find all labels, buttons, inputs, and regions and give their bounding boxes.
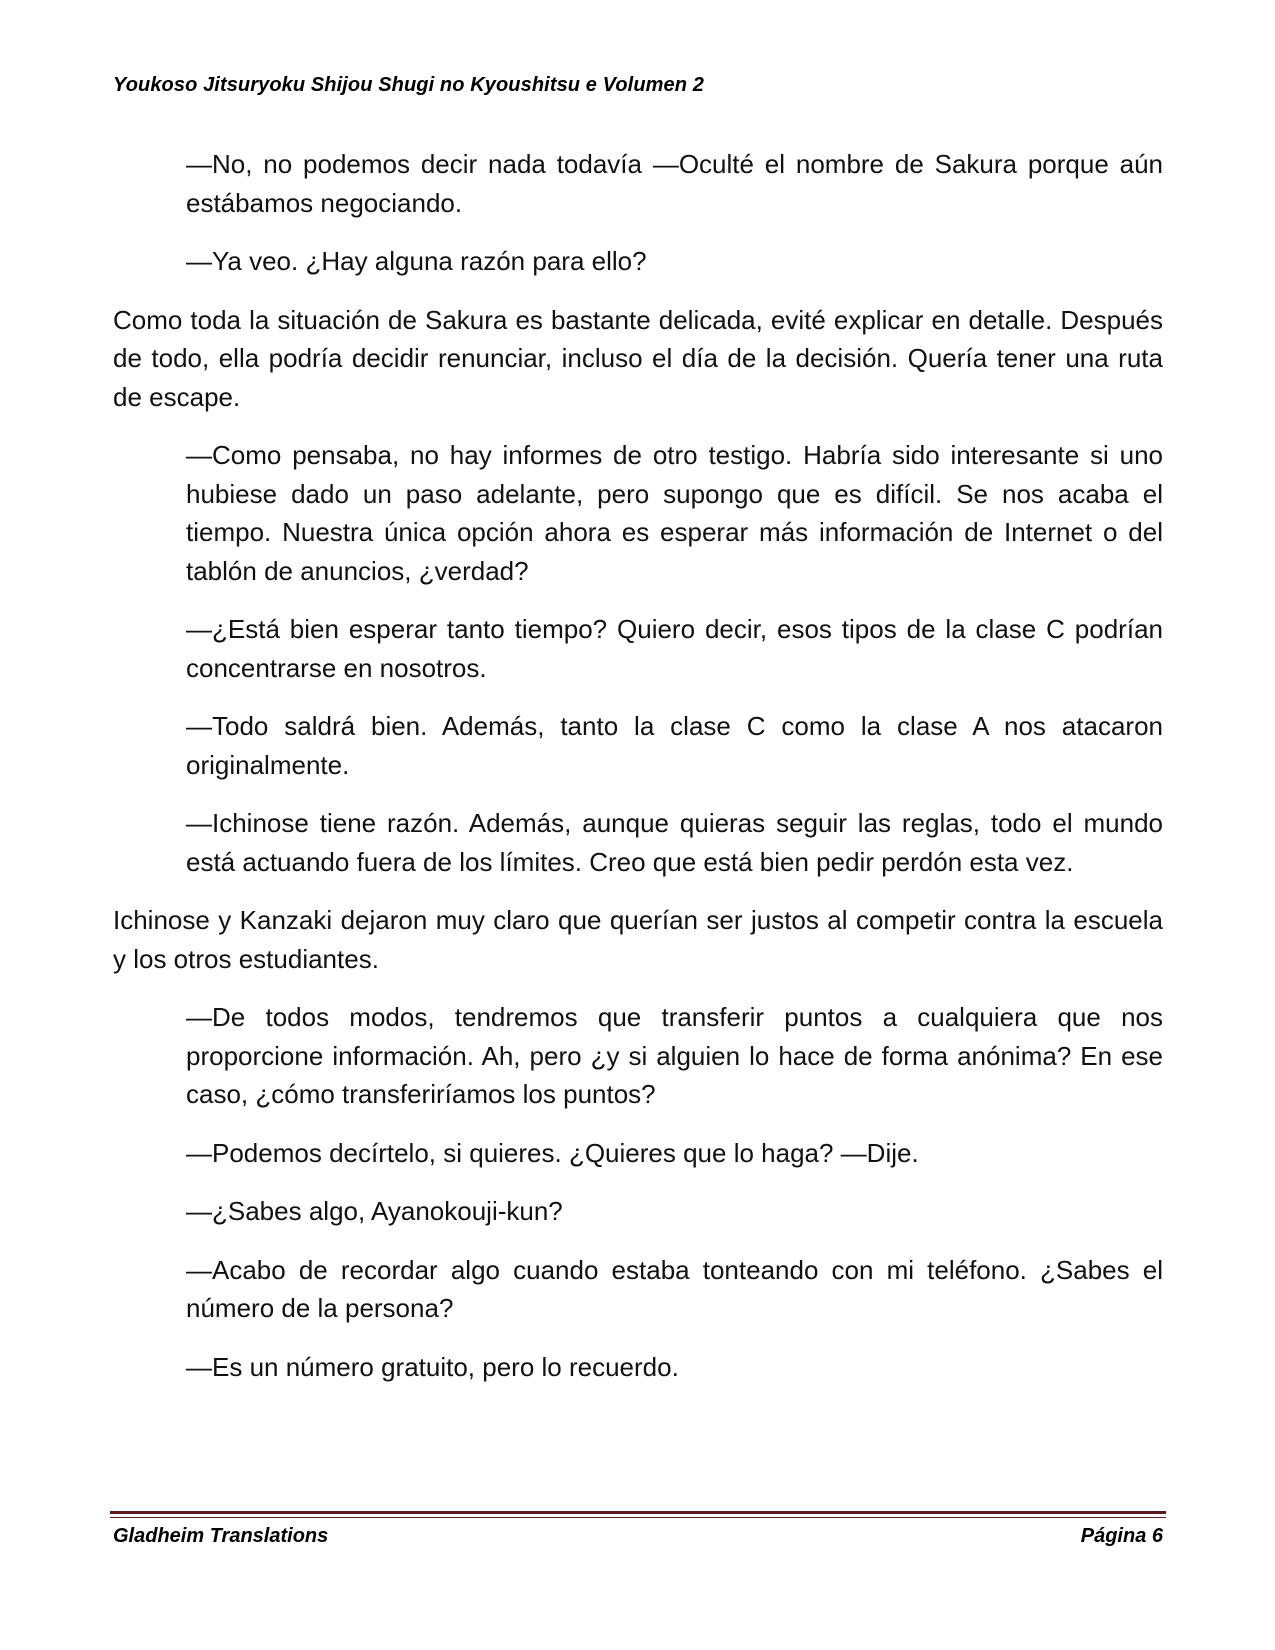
paragraph-dialogue: —Todo saldrá bien. Además, tanto la clase C como la clase A nos atacaron originalmente. (186, 711, 1163, 780)
paragraph-dialogue: —Acabo de recordar algo cuando estaba tonteando con mi teléfono. ¿Sabes el número de la persona? (186, 1254, 1163, 1323)
paragraph-dialogue: —¿Está bien esperar tanto tiempo? Quiero decir, esos tipos de la clase C podrían concentrarse en nosotros. (186, 614, 1163, 683)
paragraph-dialogue: —De todos modos, tendremos que transferir puntos a cualquiera que nos proporcione información. Ah, pero ¿y si alguien lo hace de forma anónima? En ese caso, ¿cómo transferiríamos los puntos? (186, 1002, 1163, 1109)
paragraph-dialogue: —Ya veo. ¿Hay alguna razón para ello? (186, 246, 647, 276)
page-number: Página 6 (1080, 1525, 1163, 1547)
document-body (113, 145, 1163, 1406)
paragraph-dialogue: —Es un número gratuito, pero lo recuerdo. (186, 1351, 679, 1382)
paragraph-dialogue: —Podemos decírtelo, si quieres. ¿Quieres que lo haga? —Dije. (186, 1137, 919, 1168)
footer-divider (110, 1511, 1166, 1514)
paragraph-narration: Ichinose y Kanzaki dejaron muy claro que querían ser justos al competir contra la escuela y los otros estudiantes. (113, 905, 1163, 974)
paragraph-dialogue: —¿Sabes algo, Ayanokouji-kun? (186, 1196, 563, 1226)
paragraph-dialogue: —Como pensaba, no hay informes de otro testigo. Habría sido interesante si uno hubiese dado un paso adelante, pero supongo que es difícil. Se nos acaba el tiempo. Nuestra única opción ahora es esperar más información de Internet o del tablón de anuncios, ¿verdad? (186, 440, 1163, 586)
paragraph-dialogue: —No, no podemos decir nada todavía —Oculté el nombre de Sakura porque aún estábamos negociando. (186, 149, 1163, 218)
paragraph-narration: Como toda la situación de Sakura es bastante delicada, evité explicar en detalle. Después de todo, ella podría decidir renunciar, incluso el día de la decisión. Quería tener una ruta de escape. (113, 304, 1163, 412)
footer-credit: Gladheim Translations (113, 1525, 329, 1547)
page-header-title: Youkoso Jitsuryoku Shijou Shugi no Kyoushitsu e Volumen 2 (113, 74, 704, 96)
paragraph-dialogue: —Ichinose tiene razón. Además, aunque quieras seguir las reglas, todo el mundo está actuando fuera de los límites. Creo que está bien pedir perdón esta vez. (186, 808, 1163, 877)
footer-divider-thin (110, 1517, 1166, 1518)
